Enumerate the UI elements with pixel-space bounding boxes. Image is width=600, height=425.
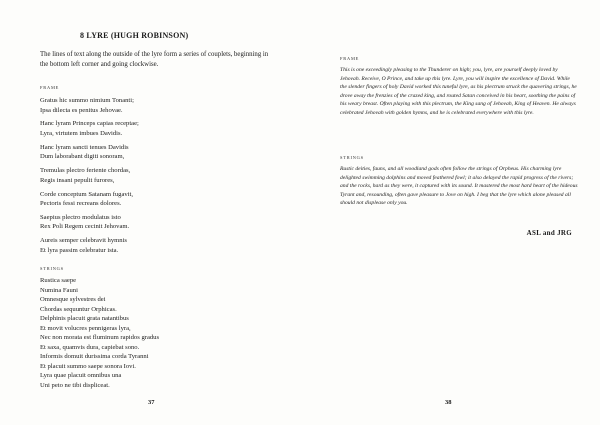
verse-line: Dum laborabant digiti sonoram, — [40, 153, 125, 161]
verse-line: Hanc lyram Princeps capias receptae; — [40, 120, 139, 128]
verse-line: Regis insani pepulit furores, — [40, 176, 115, 184]
verse-line: Tremulas plectro feriente chordas, — [40, 167, 131, 175]
verse-line: Gratus hic summo nimium Tonanti; — [40, 97, 134, 104]
verse-line: Et saxa, quamvis dura, capiebat sono. — [40, 343, 140, 351]
verse-line: Rex Poli Regem cecinit Jehovam. — [40, 223, 130, 231]
verse-line: Omnesque sylvestres dei — [40, 296, 106, 303]
strings-label: STRINGS — [40, 266, 64, 271]
strings-verse — [40, 276, 159, 390]
couplet — [40, 213, 280, 232]
frame-couplets — [40, 96, 280, 260]
verse-line: Et lyra passim celebratur ista. — [40, 246, 119, 254]
right-page — [300, 0, 600, 425]
verse-line: Corde conceptum Satanam fugavit, — [40, 190, 134, 198]
verse-line: Lyra, virtutem imbues Davidis. — [40, 129, 123, 137]
verse-line: Et placuit summo saepe sonora Iovi. — [40, 362, 136, 370]
verse-line: Et movit volucres pennigeras lyra, — [40, 324, 131, 332]
page-number: 37 — [148, 399, 155, 406]
verse-line: Nec non morata est fluminum rapidos gradus — [40, 334, 160, 341]
strings-label: STRINGS — [340, 155, 364, 160]
couplet — [40, 96, 280, 115]
verse-line: Delphinis placuit grata natantibus — [40, 315, 129, 322]
verse-line: Aureis semper celebravit hymnis — [40, 237, 127, 245]
verse-line: Uni peto ne tibi displiceat. — [40, 381, 110, 389]
frame-translation: This is one exceedingly pleasing to the Thunderer on high; you, lyre, are yourself deeply loved by Jehovah. Receive, O Prince, and take up this lyre. Lyre, you will inspire the excellence of David. While the slender fingers of holy David worked this tuneful lyre, as his plectrum struck the quavering strings, he drove away the frenzies of the crazed king, and routed Satan conceived in his heart, soothing the pains of his weary breast. Often playing with this plectrum, the King sang of Jehovah, King of Heaven. He always celebrated Jehovah with golden hymns, and he is celebrated everywhere with this lyre. — [340, 67, 577, 116]
frame-label: FRAME — [40, 85, 60, 90]
section-heading: 8 LYRE (HUGH ROBINSON) — [80, 31, 189, 40]
verse-line: Hanc lyram sancti tenues Davidis — [40, 143, 129, 151]
couplet — [40, 143, 280, 162]
strings-translation: Rustic deities, fauns, and all woodland gods often follow the strings of Orpheus. His charming lyre delighted swimming dolphins and moved feathered fowl; it also delayed the rapid progress of the rivers; and the rocks, hard as they were, it captured with its sound. It mastered the most hard heart of the hideous Tyrant and, resounding, often gave pleasure to Jove on high. I beg that the lyre which alone pleased all should not displease only you. — [340, 166, 578, 206]
frame-label: FRAME — [340, 56, 360, 61]
verse-line: Pectoris fessi recreans dolores. — [40, 200, 122, 208]
verse-line: Informis domuit durissima corda Tyranni — [40, 353, 149, 360]
verse-line: Rustica saepe — [40, 277, 77, 284]
intro-paragraph: The lines of text along the outside of the lyre form a series of couplets, beginning in the bottom left corner and going clockwise. — [40, 51, 269, 68]
verse-line: Numina Fauni — [40, 286, 78, 294]
couplet — [40, 119, 280, 138]
couplet — [40, 166, 280, 185]
page-number: 38 — [445, 399, 452, 406]
verse-line: Ipsa dilecta es penitus Jehovae. — [40, 106, 123, 114]
couplet — [40, 236, 280, 255]
translator-signature: ASL and JRG — [526, 229, 572, 237]
verse-line: Chordas sequuntur Orphicas. — [40, 305, 117, 313]
verse-line: Saepius plectro modulatus isto — [40, 213, 121, 221]
couplet — [40, 190, 280, 209]
verse-line: Lyra quae placuit omnibus una — [40, 372, 122, 379]
